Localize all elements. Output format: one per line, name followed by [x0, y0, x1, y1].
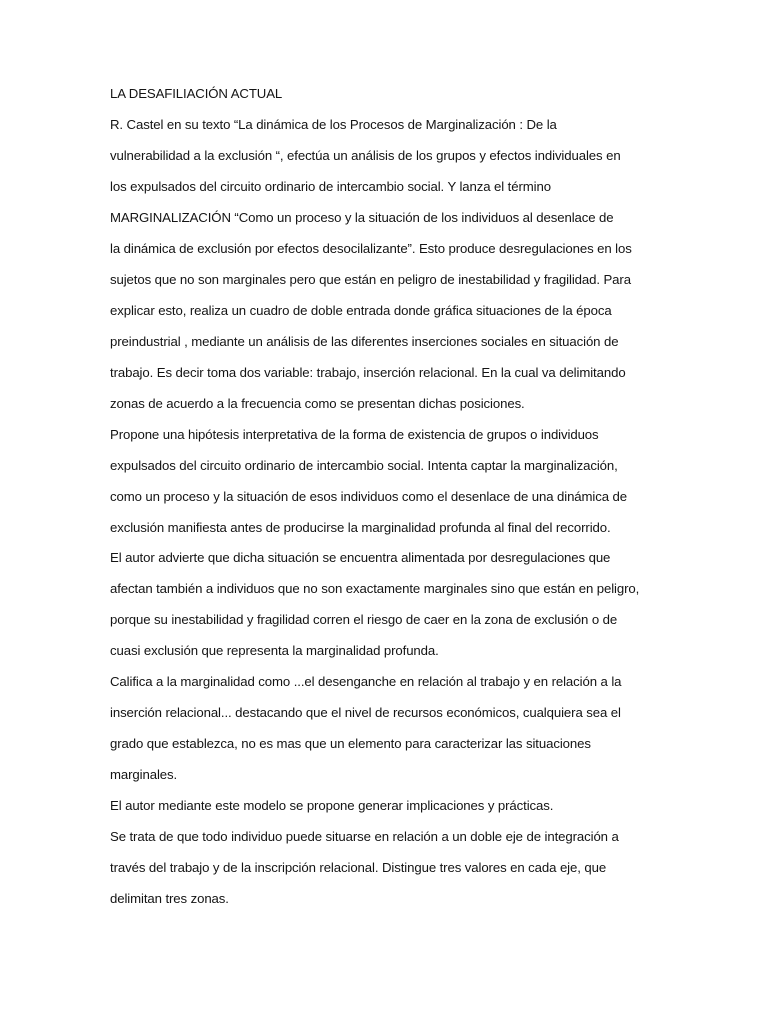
text-line: zonas de acuerdo a la frecuencia como se presentan dichas posiciones. — [110, 396, 525, 411]
text-line: El autor mediante este modelo se propone generar implicaciones y prácticas. — [110, 798, 554, 813]
text-line: los expulsados del circuito ordinario de intercambio social. Y lanza el término — [110, 179, 551, 194]
text-line: marginales. — [110, 767, 178, 782]
text-line: exclusión manifiesta antes de producirse la marginalidad profunda al final del recorrido. — [110, 520, 611, 535]
text-line: cuasi exclusión que representa la marginalidad profunda. — [110, 643, 439, 658]
text-line: MARGINALIZACIÓN “Como un proceso y la situación de los individuos al desenlace de — [110, 210, 614, 225]
text-line: través del trabajo y de la inscripción relacional. Distingue tres valores en cada eje, que — [110, 860, 607, 875]
text-line: como un proceso y la situación de esos individuos como el desenlace de una dinámica de — [110, 489, 628, 504]
document-title: LA DESAFILIACIÓN ACTUAL — [110, 86, 283, 101]
text-line: expulsados del circuito ordinario de intercambio social. Intenta captar la marginalización, — [110, 458, 618, 473]
text-line: sujetos que no son marginales pero que están en peligro de inestabilidad y fragilidad. Para — [110, 272, 631, 287]
text-line: la dinámica de exclusión por efectos desocilalizante”. Esto produce desregulaciones en los — [110, 241, 632, 256]
text-line: porque su inestabilidad y fragilidad corren el riesgo de caer en la zona de exclusión o de — [110, 612, 618, 627]
text-line: Se trata de que todo individuo puede situarse en relación a un doble eje de integración a — [110, 829, 619, 844]
text-line: Califica a la marginalidad como ...el desenganche en relación al trabajo y en relación a la — [110, 674, 622, 689]
text-line: El autor advierte que dicha situación se encuentra alimentada por desregulaciones que — [110, 550, 611, 565]
text-line: afectan también a individuos que no son exactamente marginales sino que están en peligro, — [110, 581, 640, 596]
text-line: inserción relacional... destacando que el nivel de recursos económicos, cualquiera sea el — [110, 705, 621, 720]
text-line: trabajo. Es decir toma dos variable: trabajo, inserción relacional. En la cual va delimitando — [110, 365, 626, 380]
text-line: explicar esto, realiza un cuadro de doble entrada donde gráfica situaciones de la época — [110, 303, 612, 318]
text-line: R. Castel en su texto “La dinámica de los Procesos de Marginalización : De la — [110, 117, 557, 132]
text-line: Propone una hipótesis interpretativa de la forma de existencia de grupos o individuos — [110, 427, 599, 442]
text-line: preindustrial , mediante un análisis de las diferentes inserciones sociales en situación de — [110, 334, 619, 349]
text-line: grado que establezca, no es mas que un elemento para caracterizar las situaciones — [110, 736, 591, 751]
text-line: vulnerabilidad a la exclusión “, efectúa un análisis de los grupos y efectos individuales en — [110, 148, 621, 163]
text-line: delimitan tres zonas. — [110, 891, 229, 906]
